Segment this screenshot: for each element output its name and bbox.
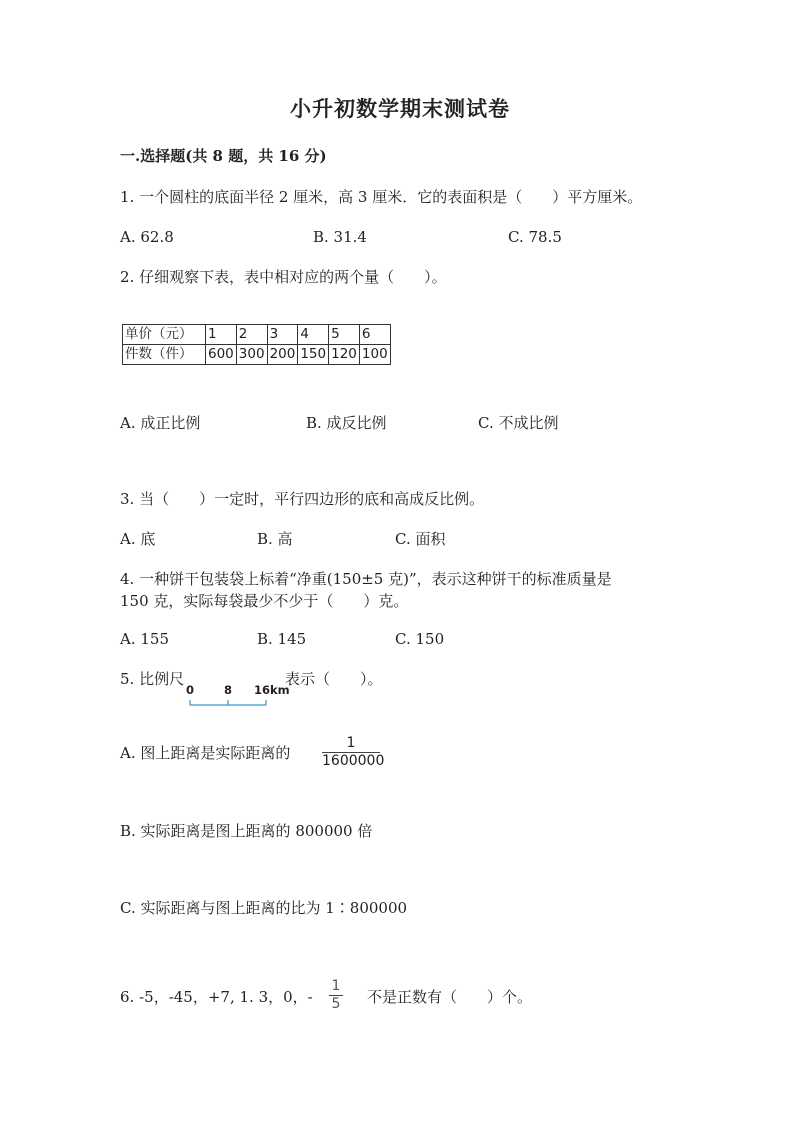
fraction-denominator: 1600000 [322, 753, 385, 769]
question-5-option-a: A. 图上距离是实际距离的 [120, 744, 291, 762]
fraction-numerator: 1 [331, 978, 341, 994]
table-cell: 5 [329, 325, 360, 345]
table-cell: 200 [267, 345, 298, 365]
question-1-stem: 1. 一个圆柱的底面半径 2 厘米，高 3 厘米．它的表面积是（ ）平方厘米。 [120, 188, 643, 206]
page-title: 小升初数学期末测试卷 [290, 96, 510, 121]
scale-label: 8 [224, 683, 233, 697]
scale-label: 0 [186, 683, 195, 697]
question-6-stem-end: 不是正数有（ ）个。 [367, 988, 533, 1006]
question-3-option-a: A. 底 [120, 530, 156, 548]
table-cell: 6 [359, 325, 390, 345]
fraction-one-fifth [329, 978, 343, 1013]
table-cell: 150 [298, 345, 329, 365]
table-cell: 2 [236, 325, 267, 345]
fraction-numerator: 1 [346, 735, 356, 751]
table-header-cell: 单价（元） [123, 325, 206, 345]
table-cell: 300 [236, 345, 267, 365]
question-4-stem-line-2: 150 克，实际每袋最少不少于（ ）克。 [120, 592, 409, 610]
question-5-stem-end: 表示（ ）。 [285, 670, 383, 688]
fraction-one-over-1600000 [322, 735, 385, 770]
table-cell: 100 [359, 345, 390, 365]
question-6-stem-start: 6. -5，-45，+7, 1. 3，0，- [120, 988, 313, 1006]
question-3-option-b: B. 高 [257, 530, 293, 548]
table-header-cell: 件数（件） [123, 345, 206, 365]
question-2-option-a: A. 成正比例 [120, 414, 201, 432]
table-cell: 120 [329, 345, 360, 365]
table-cell: 1 [206, 325, 237, 345]
question-2-stem: 2. 仔细观察下表，表中相对应的两个量（ ）。 [120, 268, 447, 286]
question-4-option-b: B. 145 [257, 630, 307, 648]
question-5-option-b: B. 实际距离是图上距离的 800000 倍 [120, 822, 373, 840]
question-1-option-c: C. 78.5 [508, 228, 562, 246]
section-heading: 一.选择题(共 8 题，共 16 分) [120, 147, 327, 165]
table-row [123, 325, 391, 345]
scale-bar-figure [186, 683, 290, 711]
question-1-option-b: B. 31.4 [313, 228, 367, 246]
table-cell: 4 [298, 325, 329, 345]
fraction-denominator: 5 [331, 996, 341, 1012]
question-3-option-c: C. 面积 [395, 530, 446, 548]
table-cell: 600 [206, 345, 237, 365]
question-1-option-a: A. 62.8 [120, 228, 174, 246]
question-4-stem-line-1: 4. 一种饼干包装袋上标着“净重(150±5 克)”，表示这种饼干的标准质量是 [120, 570, 612, 588]
scale-bar-line [186, 683, 286, 711]
price-quantity-table [122, 324, 391, 365]
question-4-option-a: A. 155 [120, 630, 169, 648]
question-4-option-c: C. 150 [395, 630, 445, 648]
question-5-option-c: C. 实际距离与图上距离的比为 1∶800000 [120, 899, 408, 917]
question-5-stem-start: 5. 比例尺 [120, 670, 185, 688]
table-cell: 3 [267, 325, 298, 345]
question-2-option-c: C. 不成比例 [478, 414, 559, 432]
question-3-stem: 3. 当（ ）一定时，平行四边形的底和高成反比例。 [120, 490, 485, 508]
question-2-option-b: B. 成反比例 [306, 414, 387, 432]
table-row [123, 345, 391, 365]
scale-label: 16km [254, 683, 290, 697]
